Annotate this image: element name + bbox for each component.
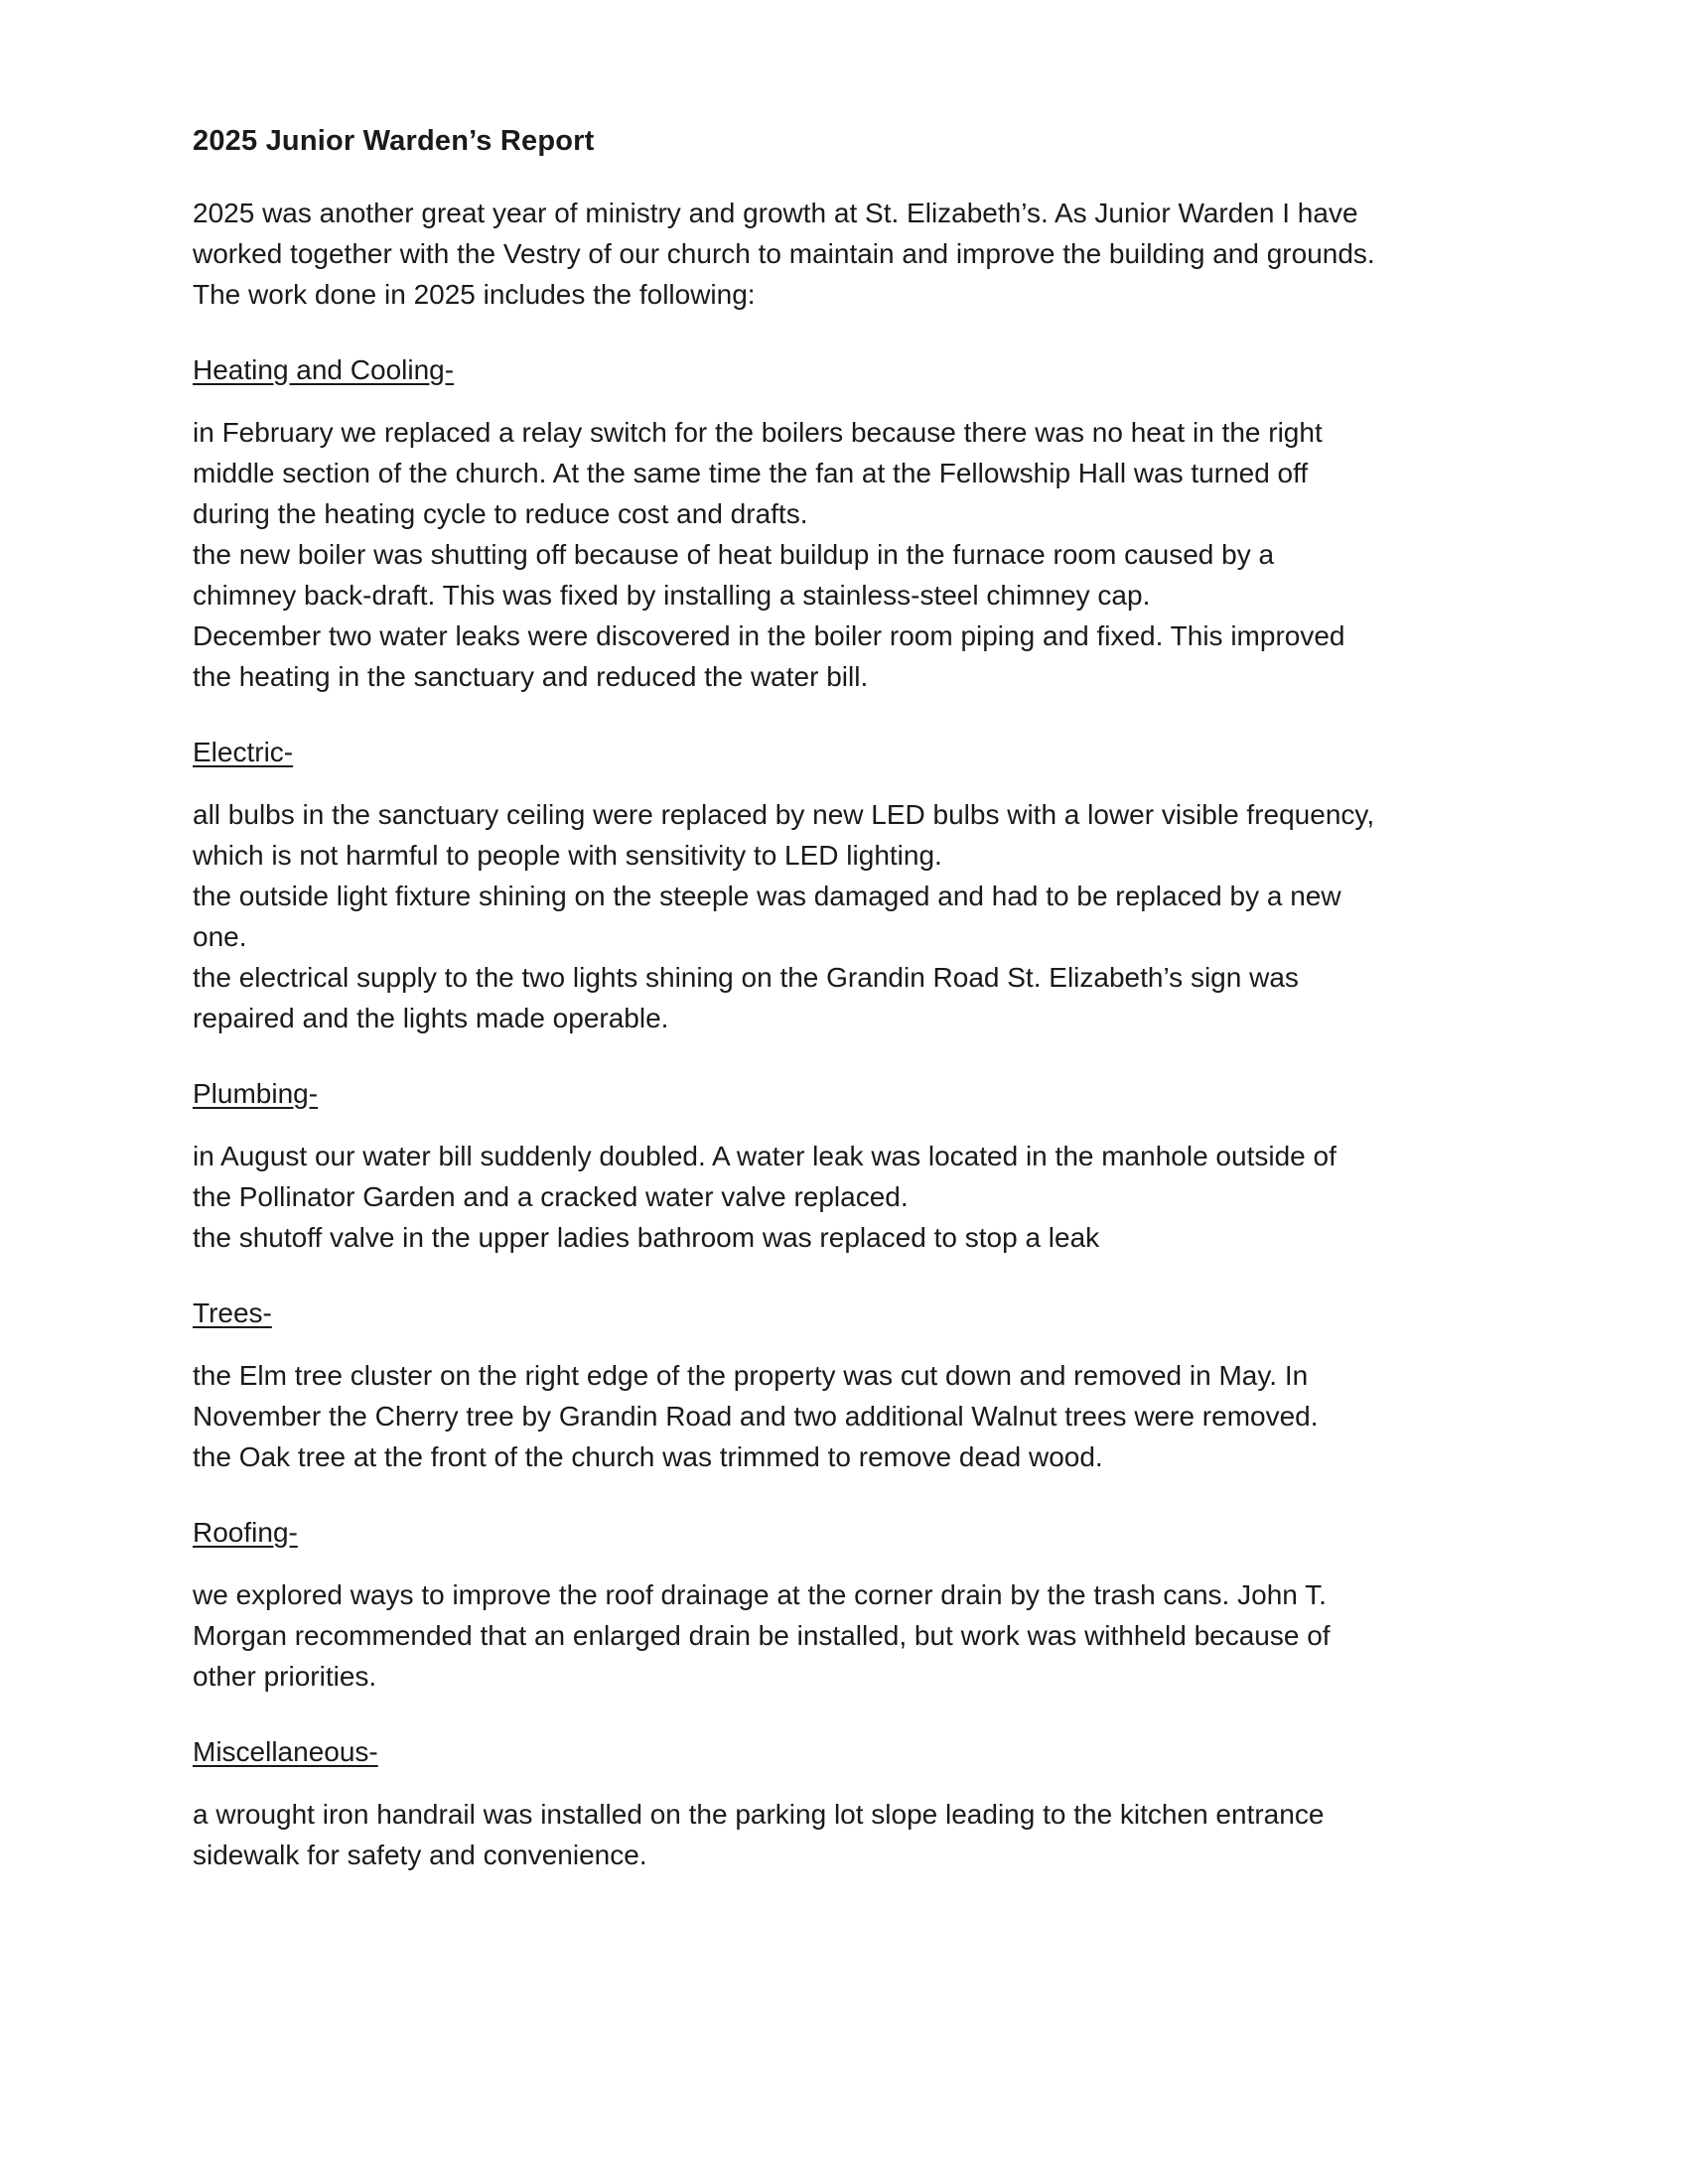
section-line: November the Cherry tree by Grandin Road and two additional Walnut trees were removed. bbox=[193, 1401, 1319, 1432]
section-line: other priorities. bbox=[193, 1661, 377, 1692]
section-line: the Elm tree cluster on the right edge of the property was cut down and removed in May. In bbox=[193, 1360, 1309, 1391]
intro-line: 2025 was another great year of ministry and growth at St. Elizabeth’s. As Junior Warden I have bbox=[193, 198, 1358, 228]
section-heading: Plumbing- bbox=[193, 1078, 319, 1109]
section-heading: Electric- bbox=[193, 737, 294, 767]
report-sections bbox=[193, 350, 1523, 1875]
section-body bbox=[193, 1794, 1523, 1875]
section-line: in August our water bill suddenly doubled. A water leak was located in the manhole outside of bbox=[193, 1141, 1336, 1171]
section-line: the new boiler was shutting off because of heat buildup in the furnace room caused by a bbox=[193, 539, 1275, 570]
section-heading: Heating and Cooling- bbox=[193, 354, 455, 385]
report-section bbox=[193, 1732, 1523, 1875]
intro-line: worked together with the Vestry of our church to maintain and improve the building and grounds. bbox=[193, 238, 1375, 269]
section-heading: Trees- bbox=[193, 1297, 272, 1328]
section-line: one. bbox=[193, 921, 247, 952]
section-body bbox=[193, 1574, 1523, 1697]
intro-paragraph bbox=[193, 193, 1523, 315]
section-line: a wrought iron handrail was installed on the parking lot slope leading to the kitchen entrance bbox=[193, 1799, 1325, 1830]
section-line: middle section of the church. At the same time the fan at the Fellowship Hall was turned off bbox=[193, 458, 1309, 488]
section-line: chimney back-draft. This was fixed by installing a stainless-steel chimney cap. bbox=[193, 580, 1151, 611]
section-heading: Roofing- bbox=[193, 1517, 298, 1548]
report-section bbox=[193, 350, 1523, 697]
report-section bbox=[193, 1074, 1523, 1258]
report-section bbox=[193, 733, 1523, 1038]
section-line: the Pollinator Garden and a cracked water valve replaced. bbox=[193, 1181, 909, 1212]
section-line: in February we replaced a relay switch for the boilers because there was no heat in the right bbox=[193, 417, 1323, 448]
section-body bbox=[193, 1355, 1523, 1477]
section-line: the electrical supply to the two lights shining on the Grandin Road St. Elizabeth’s sign was bbox=[193, 962, 1299, 993]
section-line: all bulbs in the sanctuary ceiling were replaced by new LED bulbs with a lower visible frequency, bbox=[193, 799, 1375, 830]
section-line: during the heating cycle to reduce cost and drafts. bbox=[193, 498, 808, 529]
section-line: the heating in the sanctuary and reduced the water bill. bbox=[193, 661, 869, 692]
page-title: 2025 Junior Warden’s Report bbox=[193, 125, 595, 157]
section-line: December two water leaks were discovered in the boiler room piping and fixed. This improved bbox=[193, 620, 1345, 651]
section-line: sidewalk for safety and convenience. bbox=[193, 1840, 647, 1870]
section-body bbox=[193, 794, 1523, 1038]
section-line: the Oak tree at the front of the church was trimmed to remove dead wood. bbox=[193, 1441, 1103, 1472]
section-line: which is not harmful to people with sensitivity to LED lighting. bbox=[193, 840, 942, 871]
report-section bbox=[193, 1513, 1523, 1697]
section-line: repaired and the lights made operable. bbox=[193, 1003, 669, 1033]
document-page bbox=[193, 121, 1523, 1911]
section-heading: Miscellaneous- bbox=[193, 1736, 378, 1767]
section-line: the shutoff valve in the upper ladies bathroom was replaced to stop a leak bbox=[193, 1222, 1100, 1253]
section-body bbox=[193, 412, 1523, 697]
section-line: the outside light fixture shining on the steeple was damaged and had to be replaced by a new bbox=[193, 881, 1341, 911]
report-section bbox=[193, 1294, 1523, 1477]
section-body bbox=[193, 1136, 1523, 1258]
intro-line: The work done in 2025 includes the following: bbox=[193, 279, 756, 310]
section-line: Morgan recommended that an enlarged drain be installed, but work was withheld because of bbox=[193, 1620, 1331, 1651]
section-line: we explored ways to improve the roof drainage at the corner drain by the trash cans. John T. bbox=[193, 1579, 1327, 1610]
